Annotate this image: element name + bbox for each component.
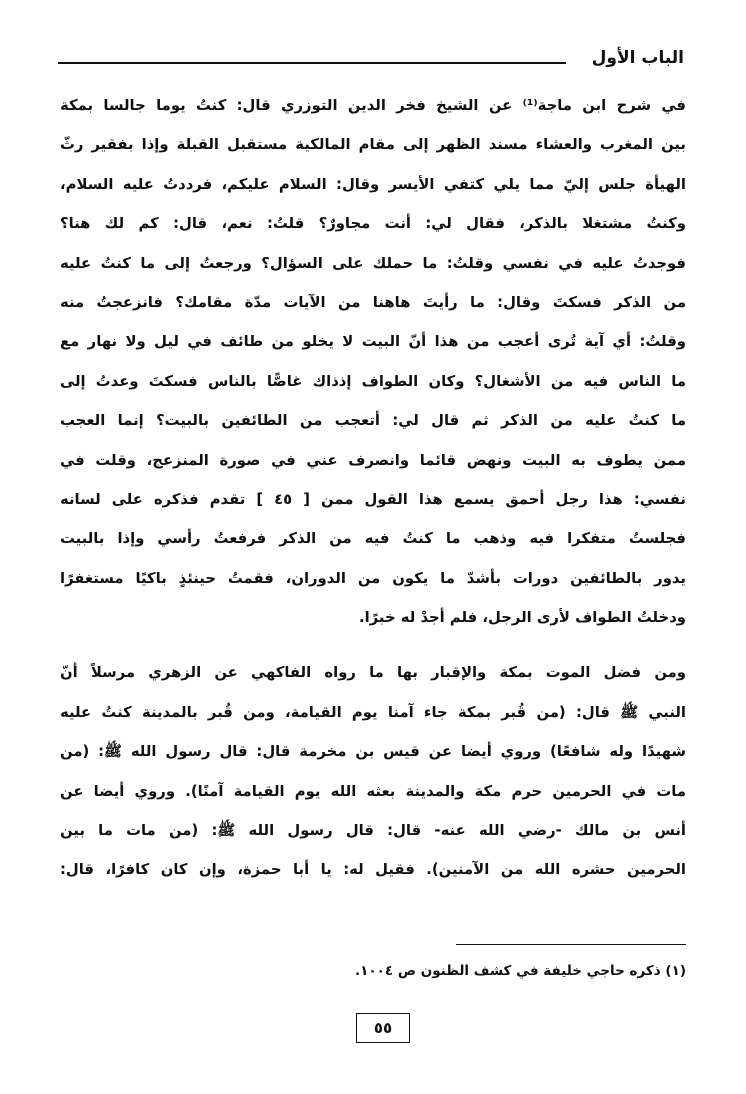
text-line: الهيأة جلس إليّ مما يلي كتفي الأيسر وقال: السلام عليكم، فرددتُ عليه السلام، [60, 175, 686, 193]
page-number: ٥٥ [356, 1013, 410, 1043]
text-line: النبي ﷺ قال: (من قُبر بمكة جاء آمنا يوم القيامة، ومن قُبر بالمدينة كنتُ عليه [60, 703, 686, 721]
chapter-title: الباب الأول [591, 48, 684, 68]
text-line: وكنتُ مشتغلا بالذكر، فقال لي: أنت مجاورٌ؟ قلتُ: نعم، قال: كم لك هنا؟ [60, 215, 686, 233]
footnote-rule [456, 944, 686, 945]
text-line: ما الناس فيه من الأشغال؟ وكان الطواف إذذاك غاصًّا بالناس فسكتَ وعدتُ إلى [60, 372, 686, 390]
text-line: مات في الحرمين حرم مكة والمدينة بعثه الله يوم القيامة آمنًا). وروي أيضا عن [60, 782, 686, 800]
text-line: الحرمين حشره الله من الآمنين). فقيل له: يا أبا حمزة، وإن كان كافرًا، قال: [60, 861, 686, 879]
text-line: بين المغرب والعشاء مسند الظهر إلى مقام المالكية مستقبل القبلة وإذا بفقير رثّ [60, 136, 686, 154]
text-line: ممن يطوف به البيت ونهض قائما وانصرف عني في صورة المنزعج، وقلت في [60, 451, 686, 469]
text-line: يدور بالطائفين دورات بأشدّ ما يكون من الدوران، فقمتُ حينئذٍ باكيًا مستغفرًا [60, 569, 686, 587]
footnote: (١) ذكره حاجي خليفة في كشف الظنون ص ١٠٠٤. [355, 963, 686, 979]
text-line: أنس بن مالك -رضي الله عنه- قال: قال رسول الله ﷺ: (من مات ما بين [60, 822, 686, 840]
text-line: ما كنتُ عليه من الذكر ثم قال لي: أتعجب من الطائفين بالبيت؟ إنما العجب [60, 412, 686, 430]
text-line: ودخلتُ الطواف لأرى الرجل، فلم أجدْ له خبرًا. [359, 609, 686, 627]
text-line: نفسي: هذا رجل أحمق يسمع هذا القول ممن [ ٤٥ ] تقدم فذكره على لسانه [60, 490, 686, 508]
header-rule [58, 62, 566, 64]
text-line: في شرح ابن ماجة⁽¹⁾ عن الشيخ فخر الدين التوزري قال: كنتُ يوما جالسا بمكة [60, 97, 686, 114]
main-text [60, 86, 686, 890]
text-line: وقلتُ: أي آية تُرى أعجب من هذا أنّ البيت لا يخلو من طائف في ليل ولا نهار مع [60, 333, 686, 351]
paragraph-gap [60, 637, 686, 653]
text-line: فوجدتُ عليه في نفسي وقلتُ: ما حملك على السؤال؟ ورجعتُ إلى ما كنتُ عليه [60, 254, 686, 272]
text-line: ومن فضل الموت بمكة والإقبار بها ما رواه الفاكهي عن الزهري مرسلاً أنّ [60, 664, 686, 682]
text-line: شهيدًا وله شافعًا) وروي أيضا عن قيس بن مخرمة قال: قال رسول الله ﷺ: (من [60, 743, 686, 761]
text-line: من الذكر فسكتَ وقال: ما رأيتَ هاهنا من الآيات مدّة مقامك؟ فانزعجتُ منه [60, 293, 686, 311]
text-line: فجلستُ متفكرا فيه وذهب ما كنتُ فيه من الذكر فرفعتُ رأسي وإذا بالبيت [60, 530, 686, 548]
